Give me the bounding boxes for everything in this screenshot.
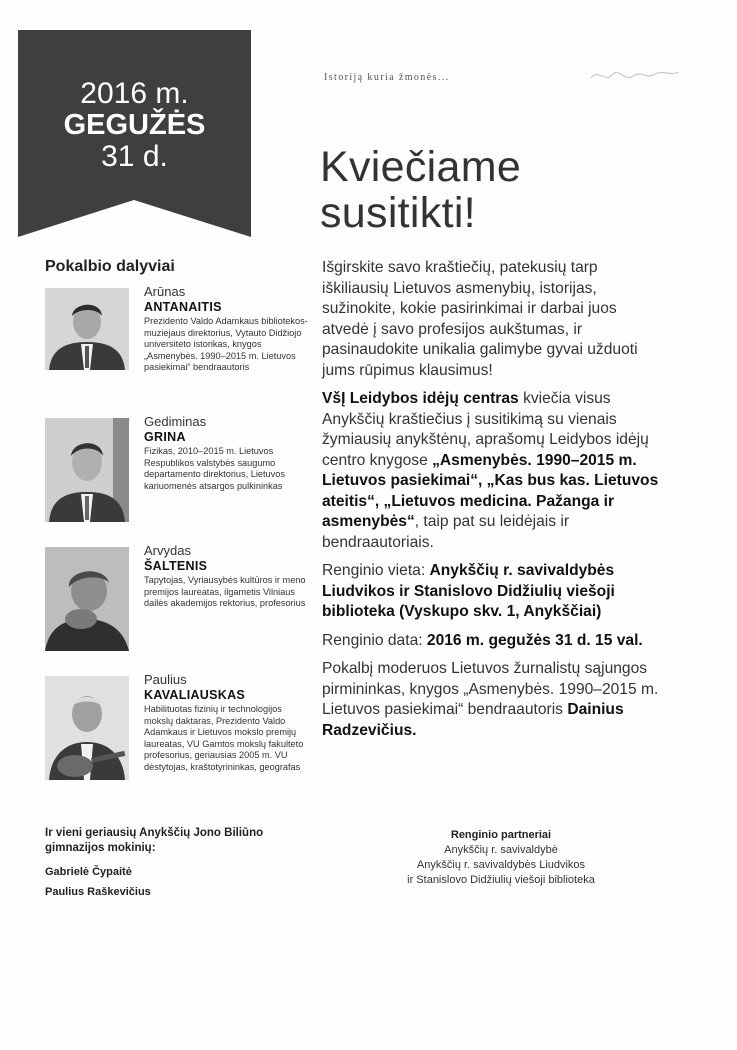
headline xyxy=(320,144,521,236)
participant-photo xyxy=(45,676,129,758)
organizer-text-end: , taip pat su leidėjais ir bendraautoriais. xyxy=(322,513,570,551)
participant-photo xyxy=(45,418,129,500)
organizer-paragraph xyxy=(322,389,662,553)
participant-first-name: Arūnas xyxy=(144,284,186,299)
students-heading: Ir vieni geriausių Anykščių Jono Biliūno gimnazijos mokinių: xyxy=(45,827,264,854)
moderator-text: Pokalbį moderuos Lietuvos žurnalistų sąjungos pirmininkas, knygos „Asmenybės. 1990–2015 m. Lietuvos pasiekimai“ bendraautoris xyxy=(322,660,659,718)
date-label: Renginio data: xyxy=(322,631,427,649)
student-name: Paulius Raškevičius xyxy=(45,886,151,898)
participant-last-name: ANTANAITIS xyxy=(144,300,222,314)
moderator-name: Dainius Radzevičius. xyxy=(322,701,624,739)
participant-description: Prezidento Valdo Adamkaus bibliotekos-muziejaus direktorius, Vytauto Didžiojo universiteto istorikas, knygos „Asmenybės. 1990–2015 m. Lietuvos pasiekimai“ bendraautoris xyxy=(144,316,308,373)
participant-last-name: ŠALTENIS xyxy=(144,559,208,573)
banner-date-line2: GEGUŽĖS xyxy=(63,109,206,141)
participants-heading: Pokalbio dalyviai xyxy=(45,258,175,275)
banner-date-line1: 2016 m. xyxy=(80,77,189,110)
organizer-name: VšĮ Leidybos idėjų centras xyxy=(322,390,519,407)
venue-paragraph xyxy=(322,561,662,623)
intro-paragraph: Išgirskite savo kraštiečių, patekusių tarp iškiliausių Lietuvos asmenybių, istorijas, sužinokite, kokie pasirinkimai ir darbai juos atvedė į savo profesijos aukštumas, ir pasinaudokite unikalia galimybe gyvai užduoti jums rūpimus klausimus! xyxy=(322,259,638,379)
venue-value: Anykščių r. savivaldybės Liudvikos ir Stanislovo Didžiulių viešoji biblioteka (Vyskupo skv. 1, Anykščiai) xyxy=(322,562,615,620)
participant-first-name: Gediminas xyxy=(144,414,207,429)
partner-line: ir Stanislovo Didžiulių viešoji biblioteka xyxy=(407,874,595,886)
participant-first-name: Paulius xyxy=(144,672,187,687)
partners-block xyxy=(374,828,628,888)
participant-description: Habilituotas fizinių ir technologijos mokslų daktaras, Prezidento Valdo Adamkaus ir Lietuvos mokslo premijų laureatas, VU Gamtos mokslų fakulteto profesorius, geriausias 2005 m. VU dėstytojas, kraštotyrininkas, geografas xyxy=(144,704,304,772)
invitation-body xyxy=(322,258,662,749)
participant-description: Fizikas, 2010–2015 m. Lietuvos Respublikos valstybės saugumo departamento direktorius, Lietuvos kariuomenės atsargos pulkininkas xyxy=(144,446,285,491)
tagline: Istoriją kuria žmonės... xyxy=(324,72,450,83)
headline-line2: susitikti! xyxy=(320,189,476,237)
date-value: 2016 m. gegužės 31 d. 15 val. xyxy=(426,631,643,649)
partner-line: Anykščių r. savivaldybė xyxy=(444,844,558,856)
moderator-paragraph xyxy=(322,659,662,741)
banner-date-line3: 31 d. xyxy=(101,140,168,173)
headline-line1: Kviečiame xyxy=(320,143,522,191)
person-portrait-icon xyxy=(45,547,129,651)
student-name: Gabrielė Čypaitė xyxy=(45,866,132,878)
person-portrait-icon xyxy=(45,418,129,522)
book-titles: „Asmenybės. 1990–2015 m. Lietuvos pasiekimai“, „Kas bus kas. Lietuvos ateitis“, „Lietuvos medicina. Pažanga ir asmenybės“ xyxy=(322,451,659,530)
participant-photo xyxy=(45,547,129,629)
date-paragraph xyxy=(322,631,662,652)
partner-line: Anykščių r. savivaldybės Liudvikos xyxy=(416,859,586,871)
partners-heading: Renginio partneriai xyxy=(450,829,552,841)
participant-last-name: KAVALIAUSKAS xyxy=(144,688,246,702)
venue-label: Renginio vieta: xyxy=(322,562,430,579)
participant-photo xyxy=(45,288,129,370)
organizer-text: kviečia visus Anykščių kraštiečius į susitikimą su vienais žymiausių anykštėnų, aprašomų Leidybos idėjų centro knygose xyxy=(322,390,649,469)
participant-last-name: GRINA xyxy=(144,430,186,444)
date-banner xyxy=(18,30,251,237)
participant-first-name: Arvydas xyxy=(144,543,191,558)
person-portrait-icon xyxy=(45,288,129,370)
signature-icon xyxy=(585,60,685,90)
participant-description: Tapytojas, Vyriausybės kultūros ir meno premijos laureatas, ilgametis Vilniaus dailės akademijos rektorius, profesorius xyxy=(144,575,306,609)
person-portrait-icon xyxy=(45,676,129,780)
